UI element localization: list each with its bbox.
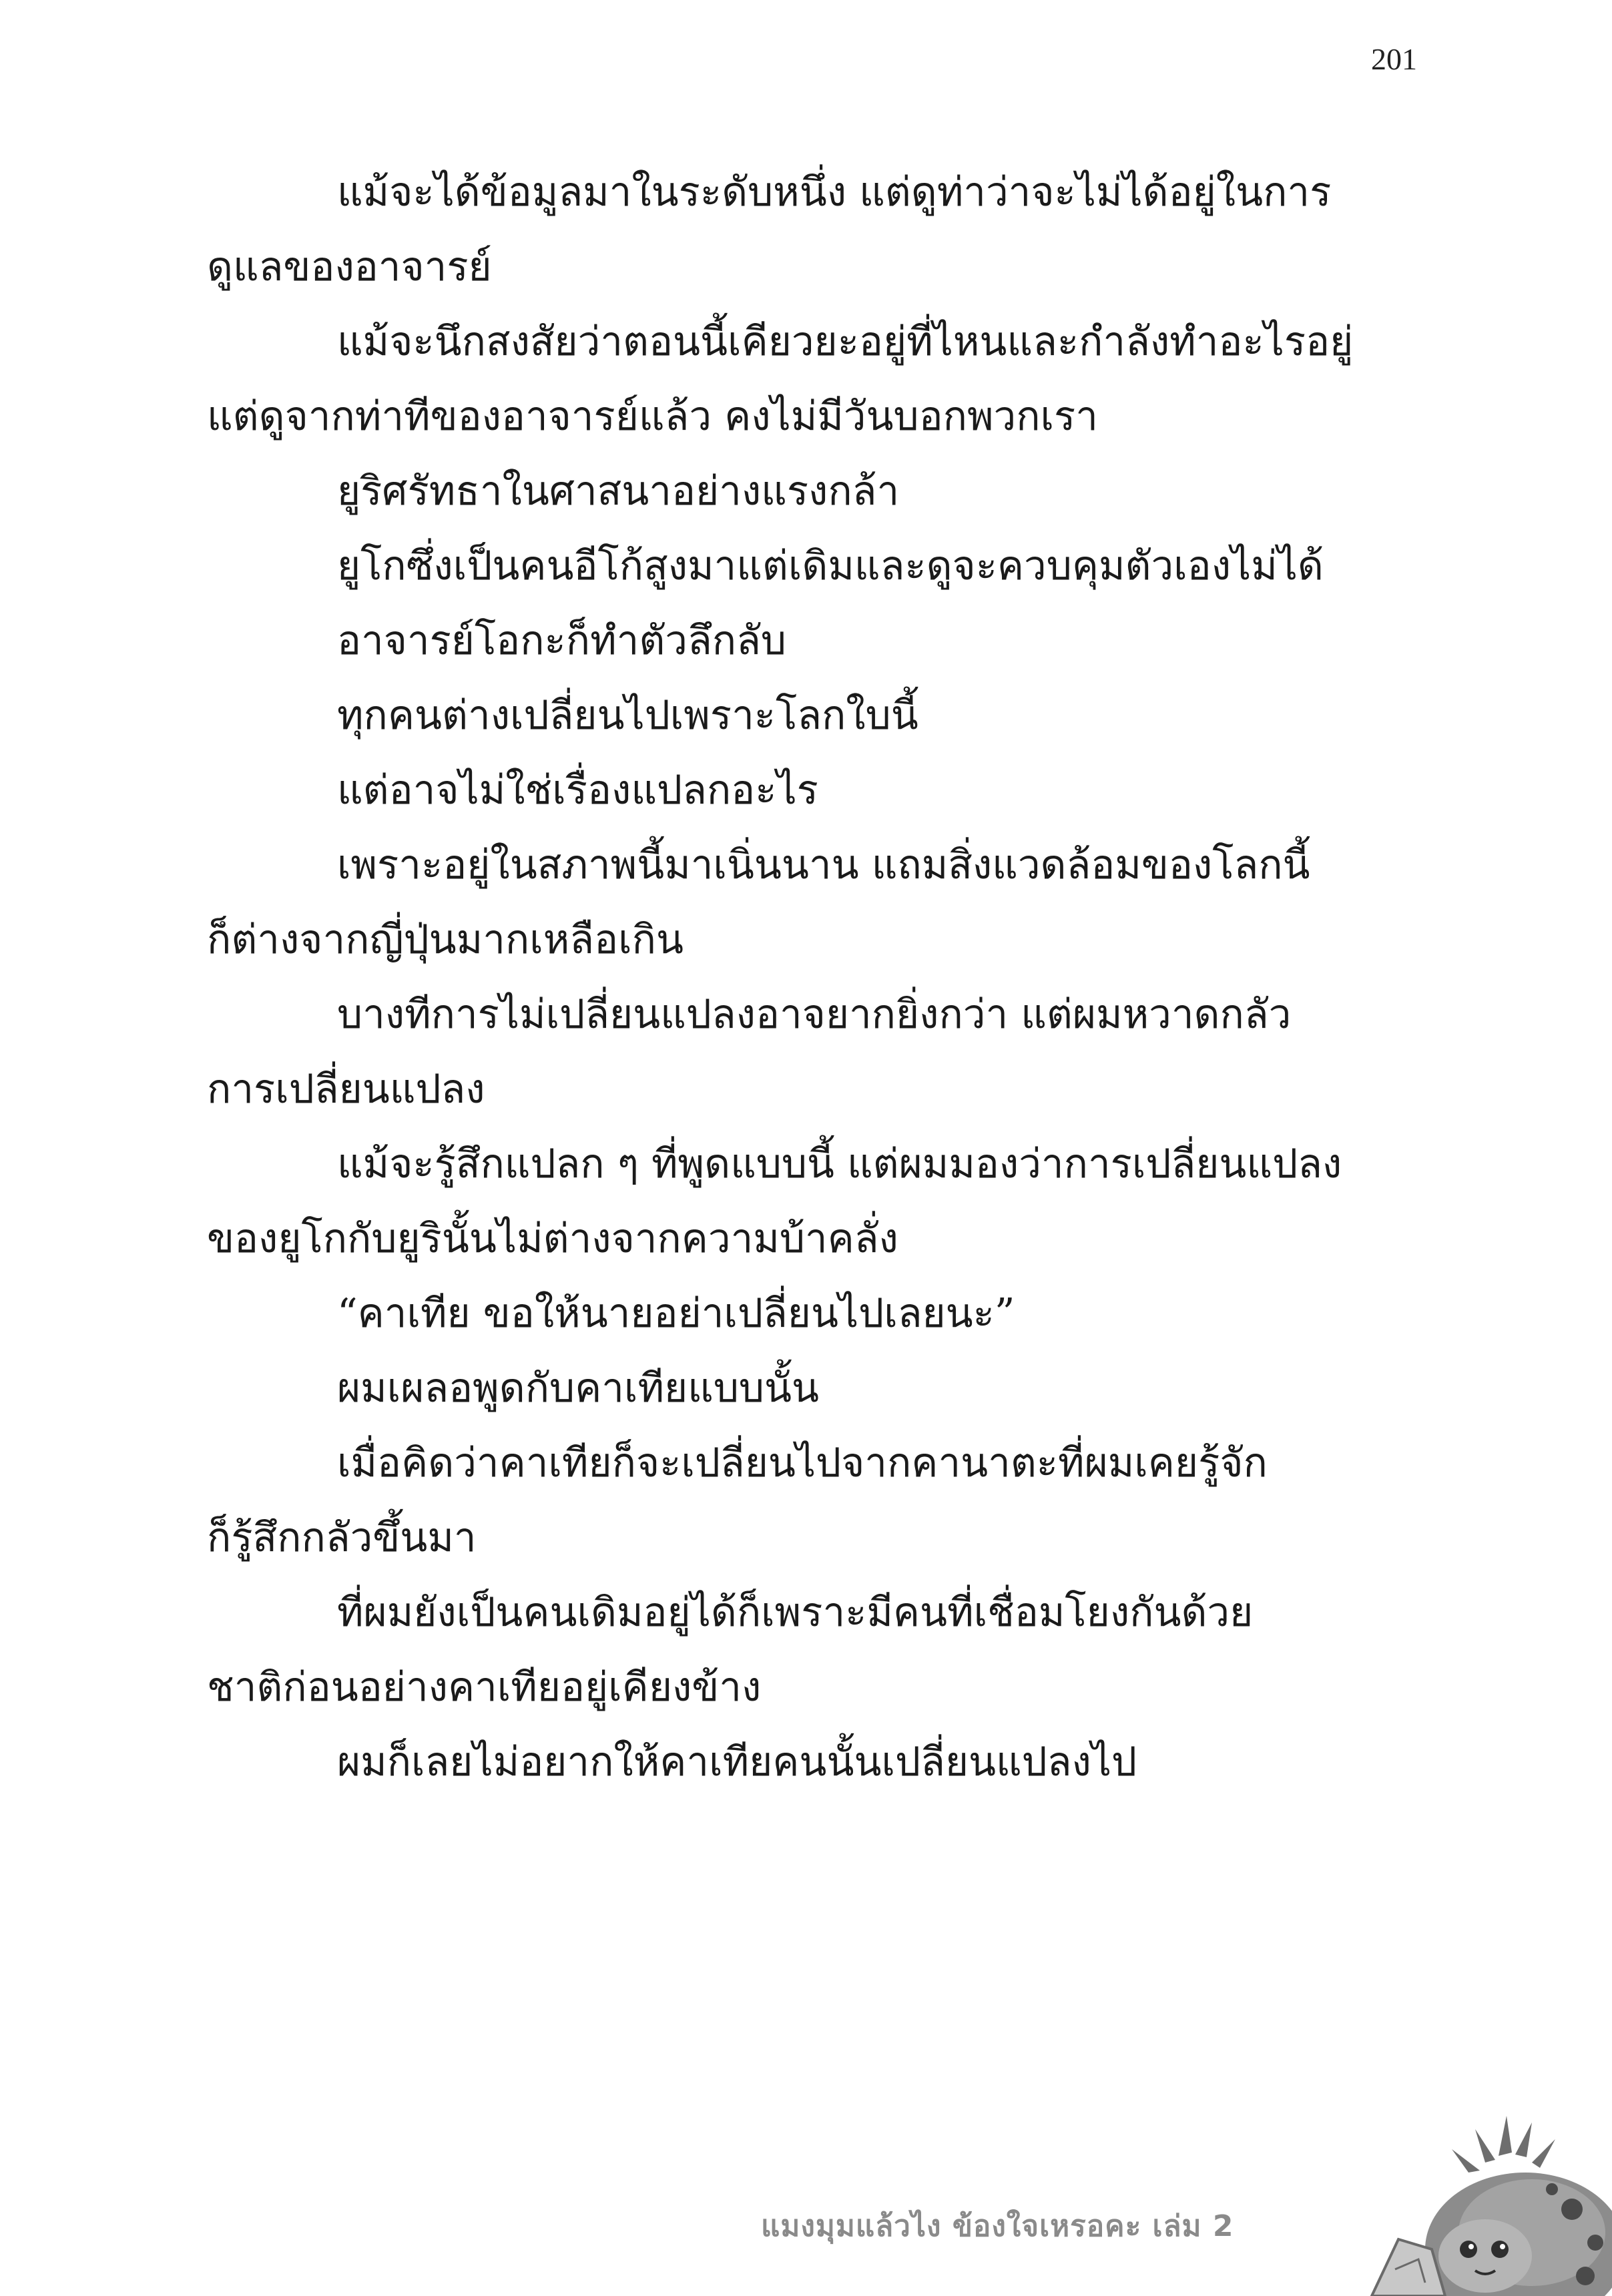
page-number: 201 (1371, 42, 1417, 76)
text-line: ก็รู้สึกกลัวขึ้นมา (207, 1514, 477, 1561)
text-line: ยูริศรัทธาในศาสนาอย่างแรงกล้า (337, 468, 900, 515)
text-line: บางทีการไม่เปลี่ยนแปลงอาจยากยิ่งกว่า แต่ผมหวาดกลัว (337, 991, 1292, 1038)
text-line: ชาติก่อนอย่างคาเทียอยู่เคียงข้าง (207, 1664, 762, 1711)
book-title-footer: แมงมุมแล้วไง ข้องใจเหรอคะ เล่ม 2 (761, 2209, 1234, 2243)
text-line: การเปลี่ยนแปลง (207, 1066, 485, 1113)
text-line: แม้จะรู้สึกแปลก ๆ ที่พูดแบบนี้ แต่ผมมองว่าการเปลี่ยนแปลง (337, 1141, 1342, 1187)
spider-egg-mascot-icon (1332, 2116, 1612, 2296)
text-line: ผมก็เลยไม่อยากให้คาเทียคนนั้นเปลี่ยนแปลงไป (337, 1739, 1137, 1785)
text-line: เมื่อคิดว่าคาเทียก็จะเปลี่ยนไปจากคานาตะที่ผมเคยรู้จัก (337, 1440, 1268, 1486)
text-line: ของยูโกกับยูรินั้นไม่ต่างจากความบ้าคลั่ง (207, 1215, 898, 1262)
text-line: แม้จะได้ข้อมูลมาในระดับหนึ่ง แต่ดูท่าว่าจะไม่ได้อยู่ในการ (337, 169, 1332, 216)
text-line: เพราะอยู่ในสภาพนี้มาเนิ่นนาน แถมสิ่งแวดล้อมของโลกนี้ (337, 842, 1310, 888)
body-text (207, 155, 1416, 1799)
text-line: อาจารย์โอกะก็ทำตัวลึกลับ (337, 617, 786, 664)
text-line: ผมเผลอพูดกับคาเทียแบบนั้น (337, 1365, 820, 1412)
text-line: ทุกคนต่างเปลี่ยนไปเพราะโลกใบนี้ (337, 692, 918, 739)
text-line: ดูแลของอาจารย์ (207, 244, 492, 290)
text-line: แต่ดูจากท่าทีของอาจารย์แล้ว คงไม่มีวันบอกพวกเรา (207, 393, 1098, 440)
text-line: แต่อาจไม่ใช่เรื่องแปลกอะไร (337, 767, 818, 814)
text-line: ก็ต่างจากญี่ปุ่นมากเหลือเกิน (207, 916, 684, 963)
text-line: ยูโกซึ่งเป็นคนอีโก้สูงมาแต่เดิมและดูจะควบคุมตัวเองไม่ได้ (337, 543, 1324, 589)
text-line: “คาเทีย ขอให้นายอย่าเปลี่ยนไปเลยนะ” (337, 1290, 1015, 1337)
text-line: แม้จะนึกสงสัยว่าตอนนี้เคียวยะอยู่ที่ไหนและกำลังทำอะไรอยู่ (337, 318, 1354, 365)
text-line: ที่ผมยังเป็นคนเดิมอยู่ได้ก็เพราะมีคนที่เชื่อมโยงกันด้วย (337, 1589, 1254, 1636)
